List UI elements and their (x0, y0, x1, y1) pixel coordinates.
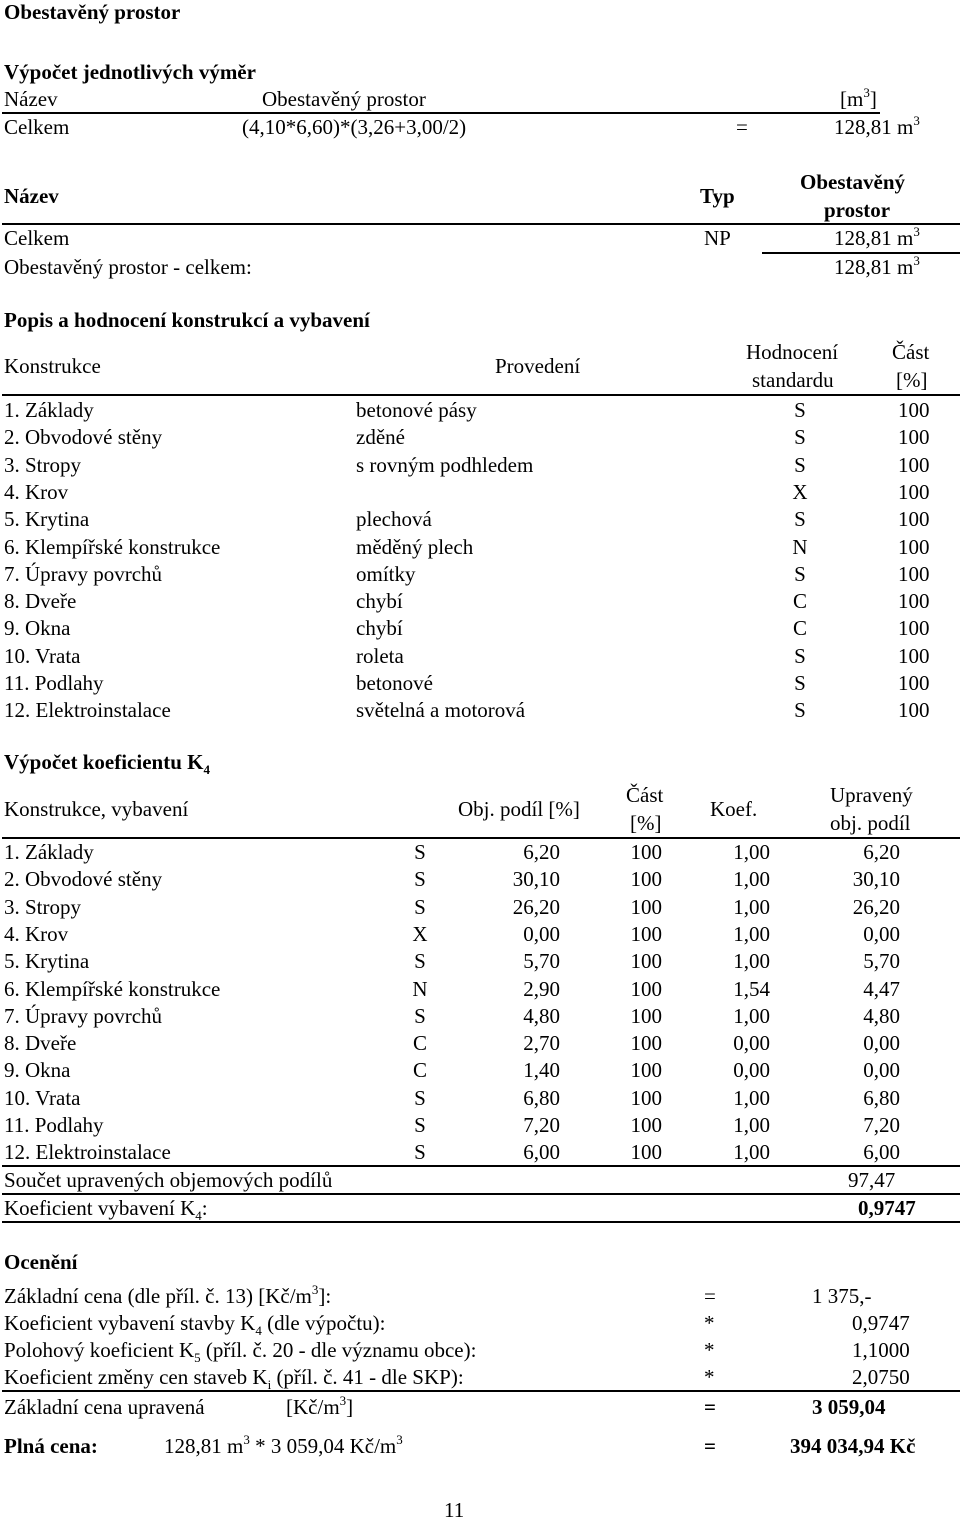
koef-standard: S (414, 1085, 426, 1110)
koef-standard: S (414, 1140, 426, 1165)
konstrukce-header-cast-1: Část (892, 340, 930, 364)
koef-name: 11. Podlahy (4, 1113, 104, 1137)
koef-cast: 100 (630, 894, 662, 919)
vymery-row-eq: = (736, 115, 748, 139)
oceneni-k4-value: 0,9747 (852, 1311, 910, 1335)
konstrukce-cast: 100 (898, 616, 930, 641)
koef-upraveny: 6,80 (863, 1085, 900, 1110)
summary-header-vol-2: prostor (824, 198, 891, 222)
konstrukce-name: 3. Stropy (4, 452, 82, 477)
koef-upraveny: 0,00 (863, 921, 900, 946)
oceneni-k4-label: Koeficient vybavení stavby $K_4$ (dle výpočtu): (4, 1311, 386, 1338)
konstrukce-standard: S (794, 507, 806, 532)
koef-obj-podil: 5,70 (523, 949, 560, 974)
konstrukce-standard: S (794, 425, 806, 450)
koef-obj-podil: 26,20 (512, 894, 560, 919)
oceneni-zakladni-cena-op: = (704, 1284, 716, 1308)
oceneni-ki-op: * (704, 1365, 715, 1389)
koef-header-cast-2: [%] (630, 811, 662, 835)
koef-obj-podil: 30,10 (512, 867, 560, 892)
konstrukce-cast: 100 (898, 452, 930, 477)
plna-cena-label: Plná cena: (4, 1434, 98, 1458)
koef-standard: C (412, 1031, 427, 1056)
koef-koef: 1,00 (733, 840, 770, 864)
koef-cast: 100 (630, 1113, 662, 1137)
koef-cast: 100 (630, 1058, 662, 1083)
koef-koef: 0,00 (733, 1031, 770, 1056)
divider (2, 1221, 960, 1223)
koef-upraveny: 4,47 (863, 976, 900, 1001)
koef-header-cast-1: Část (626, 783, 664, 807)
konstrukce-cast: 100 (898, 643, 930, 668)
konstrukce-standard: C (792, 589, 807, 614)
koef-header-konstrukce: Konstrukce, vybavení (4, 797, 189, 821)
koef-standard: S (414, 1003, 426, 1028)
konstrukce-name: 10. Vrata (4, 643, 81, 668)
koef-sum-value: 97,47 (848, 1168, 896, 1192)
vymery-title: Výpočet jednotlivých výměr (4, 60, 256, 84)
konstrukce-provedeni: chybí (356, 589, 403, 614)
koef-name: 6. Klempířské konstrukce (4, 976, 221, 1001)
koef-koef: 1,00 (733, 1085, 770, 1110)
konstrukce-cast: 100 (898, 671, 930, 695)
koef-standard: S (414, 949, 426, 974)
koef-obj-podil: 2,90 (523, 976, 560, 1001)
konstrukce-provedeni: světelná a motorová (356, 698, 526, 723)
koef-cast: 100 (630, 976, 662, 1001)
konstrukce-cast: 100 (898, 479, 930, 504)
koef-header-upraveny-1: Upravený (830, 783, 913, 807)
konstrukce-cast: 100 (898, 425, 930, 450)
oceneni-upravena-value: 3 059,04 (812, 1395, 886, 1419)
plna-cena-formula: 128,81 $m^3 * 3$ 059,04 $Kč/m^3$ (164, 1432, 403, 1458)
divider (2, 223, 960, 225)
summary-total-vol: 128,81 $m^3$ (834, 253, 920, 279)
summary-total-label: Obestavěný prostor - celkem: (4, 255, 252, 279)
konstrukce-provedeni: chybí (356, 616, 403, 641)
koef-upraveny: 4,80 (863, 1003, 900, 1028)
koef-upraveny: 0,00 (863, 1031, 900, 1056)
koef-obj-podil: 2,70 (523, 1031, 560, 1056)
koef-upraveny: 26,20 (852, 894, 900, 919)
konstrukce-title: Popis a hodnocení konstrukcí a vybavení (4, 308, 370, 332)
plna-cena-op: = (704, 1434, 716, 1458)
konstrukce-cast: 100 (898, 398, 930, 422)
konstrukce-name: 4. Krov (4, 479, 69, 504)
koef-name: 9. Okna (4, 1058, 71, 1083)
vymery-row-name: Celkem (4, 115, 70, 139)
konstrukce-name: 12. Elektroinstalace (4, 698, 171, 723)
konstrukce-provedeni: měděný plech (356, 534, 474, 559)
koef-koef: 1,54 (733, 976, 770, 1001)
konstrukce-provedeni: s rovným podhledem (356, 452, 534, 477)
koef-name: 8. Dveře (4, 1031, 77, 1056)
summary-header-name: Název (4, 184, 59, 208)
konstrukce-provedeni: betonové pásy (356, 398, 477, 422)
koef-obj-podil: 4,80 (523, 1003, 560, 1028)
konstrukce-name: 9. Okna (4, 616, 71, 641)
koef-koef: 1,00 (733, 1003, 770, 1028)
koef-upraveny: 30,10 (852, 867, 900, 892)
oceneni-upravena-label: Základní cena upravená (4, 1395, 205, 1419)
koef-koef: 1,00 (733, 921, 770, 946)
vymery-header-desc: Obestavěný prostor (262, 87, 426, 111)
koef-koef: 1,00 (733, 1113, 770, 1137)
konstrukce-name: 11. Podlahy (4, 671, 104, 695)
koef-header-upraveny-2: obj. podíl (830, 811, 911, 835)
koef-k4-value: 0,9747 (858, 1196, 916, 1220)
koef-cast: 100 (630, 840, 662, 864)
koef-upraveny: 6,00 (863, 1140, 900, 1165)
koef-obj-podil: 6,20 (523, 840, 560, 864)
koef-header-koef: Koef. (710, 797, 758, 821)
koef-name: 1. Základy (4, 840, 94, 864)
koef-upraveny: 0,00 (863, 1058, 900, 1083)
koef-cast: 100 (630, 1003, 662, 1028)
koef-obj-podil: 6,80 (523, 1085, 560, 1110)
summary-row-typ: NP (704, 226, 731, 250)
konstrukce-cast: 100 (898, 561, 930, 586)
koef-cast: 100 (630, 1031, 662, 1056)
divider (2, 837, 960, 839)
koef-obj-podil: 6,00 (523, 1140, 560, 1165)
koef-standard: S (414, 840, 426, 864)
divider (2, 1165, 960, 1167)
koef-koef: 1,00 (733, 949, 770, 974)
konstrukce-cast: 100 (898, 507, 930, 532)
koef-name: 3. Stropy (4, 894, 82, 919)
divider (2, 1390, 960, 1392)
koef-obj-podil: 1,40 (523, 1058, 560, 1083)
koef-name: 4. Krov (4, 921, 69, 946)
konstrukce-cast: 100 (898, 698, 930, 723)
konstrukce-header-provedeni: Provedení (495, 354, 581, 378)
koef-standard: X (412, 921, 428, 946)
konstrukce-provedeni: zděné (356, 425, 405, 450)
konstrukce-header-konstrukce: Konstrukce (4, 354, 101, 378)
konstrukce-name: 1. Základy (4, 398, 94, 422)
konstrukce-standard: S (794, 452, 806, 477)
koef-obj-podil: 0,00 (523, 921, 560, 946)
vymery-header-name: Název (4, 87, 58, 111)
koef-cast: 100 (630, 1085, 662, 1110)
koef-koef: 1,00 (733, 867, 770, 892)
koef-k4-label: Koeficient vybavení $K_4$: (4, 1196, 208, 1223)
koef-header-obj: Obj. podíl [%] (458, 797, 580, 821)
konstrukce-name: 6. Klempířské konstrukce (4, 534, 221, 559)
koef-standard: S (414, 1113, 426, 1137)
koef-standard: C (412, 1058, 427, 1083)
vymery-row-formula: (4,10*6,60)*(3,26+3,00/2) (242, 115, 467, 139)
konstrukce-standard: S (794, 671, 806, 695)
konstrukce-provedeni: betonové (356, 671, 433, 695)
oceneni-ki-label: Koeficient změny cen staveb $K_i$ (příl. č. 41 - dle SKP): (4, 1365, 464, 1392)
koef-koef: 1,00 (733, 1140, 770, 1165)
konstrukce-header-cast-2: [%] (896, 368, 928, 392)
konstrukce-provedeni: roleta (356, 643, 404, 668)
page-title: Obestavěný prostor (4, 0, 181, 24)
oceneni-ki-value: 2,0750 (852, 1365, 910, 1389)
konstrukce-standard: X (792, 479, 808, 504)
oceneni-zakladni-cena-label: Základní cena (dle příl. č. 13) $[Kč/m^3]$: (4, 1282, 332, 1308)
koef-sum-label: Součet upravených objemových podílů (4, 1168, 333, 1192)
konstrukce-name: 5. Krytina (4, 507, 90, 532)
koef-obj-podil: 7,20 (523, 1113, 560, 1137)
koef-upraveny: 6,20 (863, 840, 900, 864)
konstrukce-provedeni: omítky (356, 561, 416, 586)
konstrukce-standard: C (792, 616, 807, 641)
konstrukce-cast: 100 (898, 534, 930, 559)
konstrukce-standard: S (794, 643, 806, 668)
konstrukce-cast: 100 (898, 589, 930, 614)
konstrukce-standard: S (794, 561, 806, 586)
koef-upraveny: 5,70 (863, 949, 900, 974)
divider (2, 1193, 960, 1195)
konstrukce-standard: N (792, 534, 808, 559)
summary-header-typ: Typ (700, 184, 735, 208)
oceneni-upravena-unit: $[Kč/m^3]$ (286, 1393, 354, 1419)
divider (2, 112, 880, 114)
koef-upraveny: 7,20 (863, 1113, 900, 1137)
konstrukce-standard: S (794, 398, 806, 422)
koef-cast: 100 (630, 921, 662, 946)
oceneni-k5-op: * (704, 1338, 715, 1362)
koef-koef: 1,00 (733, 894, 770, 919)
koef-name: 2. Obvodové stěny (4, 867, 163, 892)
konstrukce-header-hodnoceni-1: Hodnocení (746, 340, 839, 364)
koef-name: 5. Krytina (4, 949, 90, 974)
plna-cena-value: 394 034,94 Kč (790, 1434, 916, 1458)
divider (762, 252, 960, 254)
oceneni-upravena-op: = (704, 1395, 716, 1419)
koef-standard: S (414, 867, 426, 892)
konstrukce-name: 2. Obvodové stěny (4, 425, 163, 450)
koef-koef: 0,00 (733, 1058, 770, 1083)
koef-cast: 100 (630, 949, 662, 974)
koef-name: 10. Vrata (4, 1085, 81, 1110)
konstrukce-provedeni: plechová (356, 507, 432, 532)
koef-name: 7. Úpravy povrchů (4, 1003, 163, 1028)
koef-cast: 100 (630, 867, 662, 892)
konstrukce-standard: S (794, 698, 806, 723)
koef-standard: N (412, 976, 428, 1001)
konstrukce-name: 7. Úpravy povrchů (4, 561, 163, 586)
summary-row-name: Celkem (4, 226, 70, 250)
summary-header-vol-1: Obestavěný (800, 170, 905, 194)
konstrukce-name: 8. Dveře (4, 589, 77, 614)
vymery-row-value: 128,81 $m^3$ (834, 113, 920, 139)
oceneni-k5-label: Polohový koeficient $K_5$ (příl. č. 20 - dle významu obce): (4, 1338, 477, 1365)
divider (2, 394, 960, 396)
koef-cast: 100 (630, 1140, 662, 1165)
vymery-header-unit: $[m^3]$ (840, 85, 877, 111)
oceneni-zakladni-cena-value: 1 375,- (812, 1284, 872, 1308)
oceneni-k5-value: 1,1000 (852, 1338, 910, 1362)
koef-name: 12. Elektroinstalace (4, 1140, 171, 1165)
page-number: 11 (444, 1498, 465, 1522)
koef-title: Výpočet koeficientu $K_4$ (4, 750, 210, 777)
oceneni-title: Ocenění (4, 1250, 78, 1274)
konstrukce-header-hodnoceni-2: standardu (752, 368, 834, 392)
summary-row-vol: 128,81 $m^3$ (834, 224, 920, 250)
koef-standard: S (414, 894, 426, 919)
oceneni-k4-op: * (704, 1311, 715, 1335)
